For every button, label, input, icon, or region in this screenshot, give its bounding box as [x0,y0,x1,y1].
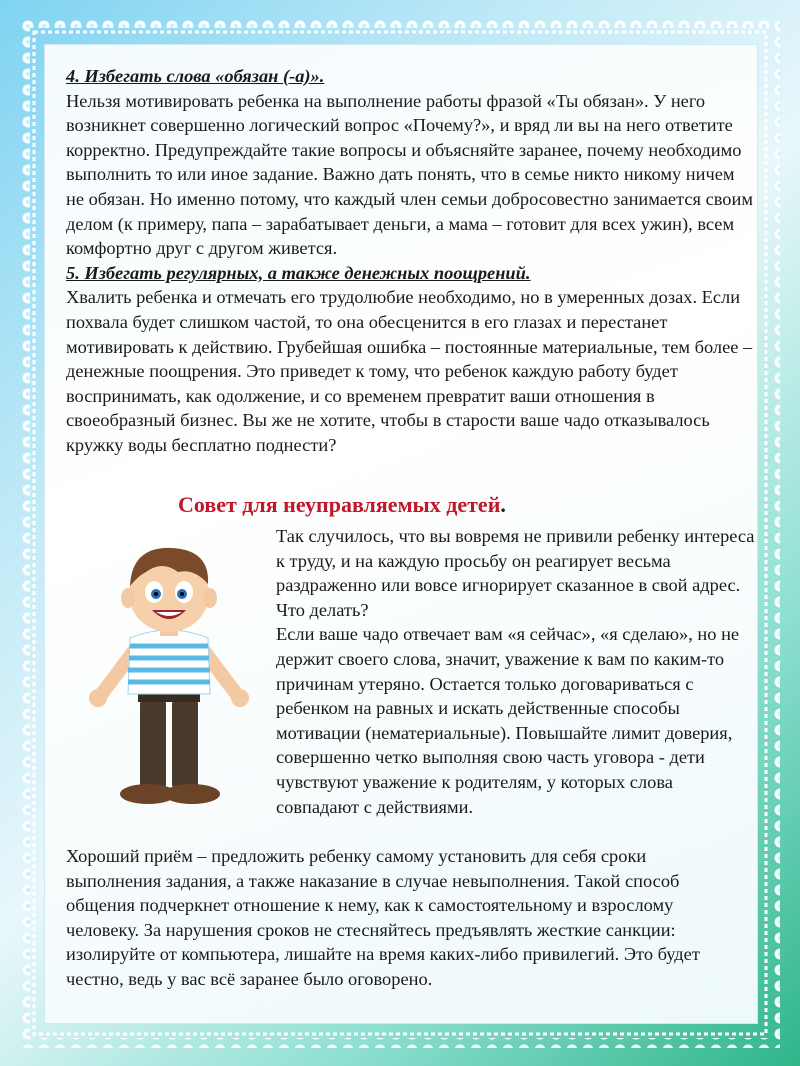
tip-paragraph-2: Если ваше чадо отвечает вам «я сейчас», «я сделаю», но не держит своего слова, значит, уважение к вам по каким-то причинам утеряно. Остается только договариваться с ребенком на равных и искать действенные способы мотивации (нематериальные). Повышайте лимит доверия, совершенно четко выполняя свою часть уговора - дети чувствуют уважение к родителям, у которых слова совпадают с действиями. [276,624,740,817]
tip-title-text: Совет для неуправляемых детей [178,492,501,517]
section5-heading: 5. Избегать регулярных, а также денежных поощрений. [66,262,531,283]
closing-paragraph: Хороший приём – предложить ребенку самому установить для себя сроки выполнения задания, а также наказание в случае невыполнения. Такой способ общения подчеркнет отношение к нему, как к самостоятельному и взрослому человеку. За нарушения сроков не стесняйтесь предъявлять жесткие санкции: изолируйте от компьютера, лишайте на время каких-либо привилегий. Это будет честно, ведь у вас всё заранее было оговорено. [66,846,700,989]
tip-title-period: . [500,492,506,517]
tip-text [276,524,758,819]
section4-heading: 4. Избегать слова «обязан (-а)». [66,66,325,86]
cartoon-boy-illustration [86,538,252,810]
section5-body: Хвалить ребенка и отмечать его трудолюбие необходимо, но в умеренных дозах. Если похвала будет слишком частой, то она обесценится в его глазах и перестанет мотивировать к действию. Грубейшая ошибка – постоянные материальные, тем более – денежные поощрения. Это приведет к тому, что ребенок каждую работу будет воспринимать, как одолжение, и со временем превратит ваши отношения в своеобразный бизнес. Вы же не хотите, чтобы в старости ваше чадо отказывалось кружку воды бесплатно поднести? [66,287,753,455]
section4-body: Нельзя мотивировать ребенка на выполнение работы фразой «Ты обязан». У него возникнет совершенно логический вопрос «Почему?», и вряд ли вы на него ответите корректно. Предупреждайте такие вопросы и объясняйте заранее, почему необходимо выполнить то или иное задание. Важно дать понять, что в семье никто никому ничем не обязан. Но именно потому, что каждый член семьи добросовестно занимается своим делом (к примеру, папа – зарабатывает деньги, а мама – готовит для всех ужин), всем комфортно друг с другом живется. [66,90,753,259]
article-top [66,64,756,458]
tip-title [178,492,506,518]
tip-paragraph-1: Так случилось, что вы вовремя не привили ребенку интереса к труду, и на каждую просьбу он реагирует весьма раздраженно или вовсе игнорирует сказанное в свой адрес. Что делать? [276,526,755,620]
